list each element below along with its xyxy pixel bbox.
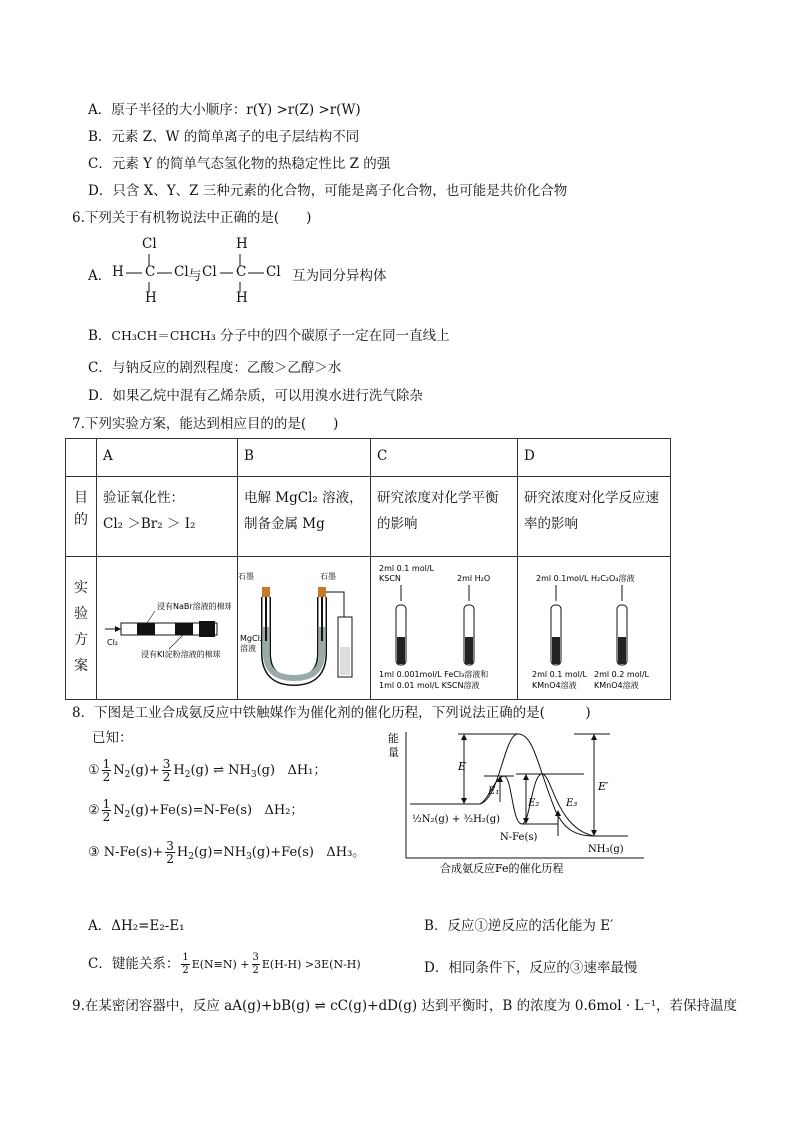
header-cell-empty bbox=[66, 439, 97, 477]
label-E-prime: E′ bbox=[598, 780, 609, 793]
chart-caption: 合成氨反应Fe的催化历程 bbox=[440, 862, 564, 875]
label-E: E bbox=[458, 760, 467, 773]
q8-known: 已知： bbox=[92, 730, 133, 746]
scheme-d bbox=[518, 557, 671, 700]
q8-option-c-expr2: E(H-H) >3E(N-H) bbox=[261, 958, 361, 971]
header-cell-d: D bbox=[518, 439, 671, 477]
purpose-label-1: 目 bbox=[74, 490, 88, 506]
scheme-label bbox=[66, 557, 97, 700]
purpose-d bbox=[518, 477, 671, 557]
q6-option-a bbox=[88, 236, 508, 308]
header-cell-b: B bbox=[238, 439, 371, 477]
scheme-label-1: 实 bbox=[74, 580, 88, 596]
scheme-label-4: 案 bbox=[74, 658, 88, 674]
mol1-top: Cl bbox=[142, 236, 157, 252]
label-reactant: ½N₂(g) + ³⁄₂H₂(g) bbox=[412, 814, 501, 825]
q6-option-d: D．如果乙烷中混有乙烯杂质，可以用溴水进行洗气除杂 bbox=[88, 388, 423, 404]
q6-option-a-prefix: A． bbox=[88, 268, 112, 284]
mol1-right: Cl bbox=[174, 264, 189, 280]
q6-option-b-formula: CH₃CH＝CHCH₃ bbox=[111, 328, 216, 343]
chart-y-label-1: 能 bbox=[388, 732, 399, 745]
mol2-bottom: H bbox=[236, 290, 248, 306]
q6-option-c: C．与钠反应的剧烈程度：乙酸＞乙醇＞水 bbox=[88, 360, 342, 376]
q9-stem: 9.在某密闭容器中，反应 aA(g)+bB(g) ⇌ cC(g)+dD(g) 达到平衡时，B 的浓度为 0.6mol · L⁻¹，若保持温度 bbox=[72, 998, 737, 1014]
purpose-a-line1: 验证氧化性： bbox=[103, 490, 184, 506]
fig-c-bottom2: 1ml 0.01 mol/L KSCN溶液 bbox=[379, 681, 480, 690]
fig-c-top1: 2ml 0.1 mol/L bbox=[379, 564, 434, 573]
fig-a-top-label: 浸有NaBr溶液的棉球 bbox=[157, 602, 231, 611]
purpose-label bbox=[66, 477, 97, 557]
q8-option-b: B．反应①逆反应的活化能为 E′ bbox=[424, 918, 614, 934]
fig-b-left-electrode: 石墨 bbox=[238, 572, 254, 581]
scheme-label-3: 方 bbox=[74, 632, 88, 648]
q6-option-b-text: 分子中的四个碳原子一定在同一直线上 bbox=[220, 328, 450, 344]
fig-b-solution-2: 溶液 bbox=[240, 644, 256, 653]
q6-option-b-prefix: B． bbox=[88, 328, 112, 344]
fig-d-bottom4: KMnO4溶液 bbox=[594, 681, 639, 690]
fig-d-bottom1: 2ml 0.1 mol/L bbox=[532, 670, 587, 679]
experiment-table bbox=[65, 438, 671, 700]
q5-option-b: B．元素 Z、W 的简单离子的电子层结构不同 bbox=[88, 129, 360, 145]
fig-c-bottom1: 1ml 0.001mol/L FeCl₃溶液和 bbox=[379, 670, 489, 679]
q6-option-a-mid: 与 bbox=[188, 268, 202, 284]
halogen-tube-figure bbox=[97, 557, 231, 695]
q8-option-c-expr1: E(N≡N) + bbox=[191, 958, 250, 971]
q5-option-d: D．只含 X、Y、Z 三种元素的化合物，可能是离子化合物，也可能是共价化合物 bbox=[88, 183, 568, 199]
purpose-c bbox=[371, 477, 518, 557]
q5-option-c: C．元素 Y 的简单气态氢化物的热稳定性比 Z 的强 bbox=[88, 156, 391, 172]
label-intermediate: N-Fe(s) bbox=[500, 832, 538, 843]
dichloromethane-structure-2 bbox=[202, 236, 292, 308]
equilibrium-tubes-figure bbox=[371, 557, 517, 695]
purpose-a-line2: Cl₂ ＞Br₂ ＞ I₂ bbox=[103, 516, 196, 532]
header-cell-a: A bbox=[97, 439, 238, 477]
label-E3: E₃ bbox=[566, 798, 578, 809]
q8-option-d: D．相同条件下，反应的③速率最慢 bbox=[424, 960, 638, 976]
q8-option-c: C．键能关系： $\frac{1}{2}$ E(N≡N) + $\frac{3}{2}$ E(H-H) >3E(N-H) bbox=[88, 952, 361, 976]
scheme-a bbox=[97, 557, 238, 700]
eq2-dh: ΔH₂； bbox=[264, 803, 304, 818]
q6-option-a-suffix: 互为同分异构体 bbox=[292, 268, 387, 284]
q5-option-a: A．原子半径的大小顺序：r(Y) >r(Z) >r(W) bbox=[88, 102, 361, 118]
purpose-label-2: 的 bbox=[74, 512, 88, 528]
label-product: NH₃(g) bbox=[588, 844, 624, 855]
equation-3: ③ N-Fe(s)+ $\frac{3}{2}$ $H_2(g)=NH_3(g)+Fe(s)$ ΔH₃。 bbox=[88, 839, 366, 866]
mol2-top: H bbox=[236, 236, 248, 252]
q8-stem: 8．下图是工业合成氨反应中铁触媒作为催化剂的催化历程，下列说法正确的是( ) bbox=[72, 705, 591, 721]
purpose-c-line2: 的影响 bbox=[377, 516, 418, 532]
scheme-label-2: 验 bbox=[74, 606, 88, 622]
mol1-left: H bbox=[112, 264, 124, 280]
equation-2: ② $\frac{1}{2}$ $N_2(g)+Fe(s)=N-Fe(s)$ ΔH₂； bbox=[88, 797, 304, 824]
q6-stem: 6.下列关于有机物说法中正确的是( ) bbox=[72, 210, 312, 226]
q7-stem: 7.下列实验方案，能达到相应目的的是( ) bbox=[72, 416, 339, 432]
mol1-bottom: H bbox=[145, 290, 157, 306]
eq3-dh: ΔH₃。 bbox=[326, 845, 366, 860]
fig-a-gas-label: Cl₂ bbox=[107, 638, 119, 647]
equation-1: ① $\frac{1}{2}$ $N_2(g)+$ $\frac{3}{2}$ $H_2(g)$ ⇌ $NH_3(g)$ ΔH₁； bbox=[88, 757, 327, 784]
fig-b-right-electrode: 石墨 bbox=[320, 572, 336, 581]
fig-b-solution-1: MgCl₂ bbox=[240, 634, 263, 643]
fig-c-top3: 2ml H₂O bbox=[457, 574, 491, 583]
q6-option-b bbox=[88, 326, 450, 346]
purpose-a bbox=[97, 477, 238, 557]
energy-profile-diagram bbox=[388, 728, 648, 876]
eq1-dh: ΔH₁； bbox=[287, 763, 327, 778]
scheme-row bbox=[66, 557, 671, 700]
rate-tubes-figure bbox=[518, 557, 668, 695]
fig-a-bottom-label: 浸有KI淀粉溶液的棉球 bbox=[141, 650, 221, 659]
fig-c-top2: KSCN bbox=[379, 574, 401, 583]
mol1-center: C bbox=[145, 264, 156, 280]
purpose-b bbox=[238, 477, 371, 557]
mol2-bonds bbox=[202, 236, 292, 308]
scheme-b bbox=[238, 557, 371, 700]
purpose-d-line2: 率的影响 bbox=[524, 516, 578, 532]
purpose-d-line1: 研究浓度对化学反应速 bbox=[524, 490, 659, 506]
table-header-row bbox=[66, 439, 671, 477]
u-tube-electrolysis-figure bbox=[238, 557, 364, 695]
fig-d-bottom3: 2ml 0.2 mol/L bbox=[594, 670, 649, 679]
purpose-row bbox=[66, 477, 671, 557]
fig-d-top: 2ml 0.1mol/L H₂C₂O₄溶液 bbox=[536, 574, 635, 583]
fig-d-bottom2: KMnO4溶液 bbox=[532, 681, 577, 690]
chart-y-label-2: 量 bbox=[388, 746, 399, 759]
q8-option-a: A．ΔH₂=E₂-E₁ bbox=[88, 918, 185, 934]
label-E1: E₁ bbox=[488, 786, 500, 797]
purpose-b-line1: 电解 MgCl₂ 溶液， bbox=[244, 490, 363, 506]
header-cell-c: C bbox=[371, 439, 518, 477]
mol2-right: Cl bbox=[266, 264, 281, 280]
scheme-c bbox=[371, 557, 518, 700]
q8-option-c-label: C．键能关系： bbox=[88, 956, 180, 972]
mol2-center: C bbox=[236, 264, 247, 280]
purpose-c-line1: 研究浓度对化学平衡 bbox=[377, 490, 499, 506]
mol2-left: Cl bbox=[202, 264, 217, 280]
label-E2: E₂ bbox=[528, 798, 540, 809]
purpose-b-line2: 制备金属 Mg bbox=[244, 516, 325, 532]
